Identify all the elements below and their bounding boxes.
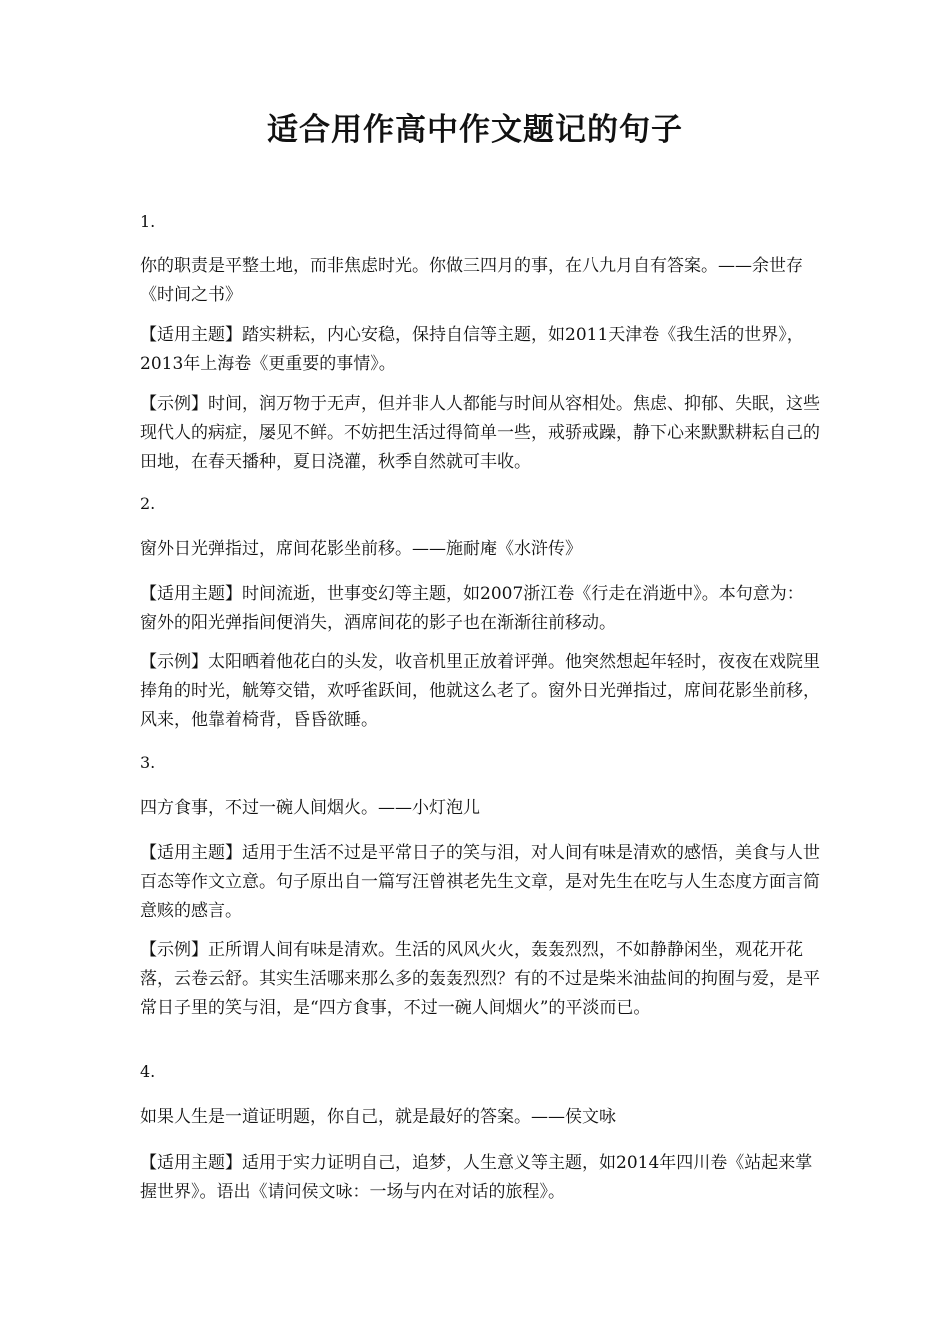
section-1-theme: 【适用主题】踏实耕耘，内心安稳，保持自信等主题，如2011天津卷《我生活的世界》，2013年上海卷《更重要的事情》。 (140, 325, 804, 374)
section-2-example: 【示例】太阳晒着他花白的头发，收音机里正放着评弹。他突然想起年轻时，夜夜在戏院里捧角的时光，觥筹交错，欢呼雀跃间，他就这么老了。窗外日光弹指过，席间花影坐前移，风来，他靠着椅背，昏昏欲睡。 (140, 652, 820, 730)
section-1-example: 【示例】时间，润万物于无声，但并非人人都能与时间从容相处。焦虑、抑郁、失眠，这些现代人的病症，屡见不鲜。不妨把生活过得简单一些，戒骄戒躁，静下心来默默耕耘自己的田地，在春天播种，夏日浇灌，秋季自然就可丰收。 (140, 394, 820, 472)
section-3-quote: 四方食事，不过一碗人间烟火。——小灯泡儿 (140, 798, 480, 818)
section-4-quote: 如果人生是一道证明题，你自己，就是最好的答案。——侯文咏 (140, 1107, 616, 1127)
document-title: 适合用作高中作文题记的句子 (267, 112, 683, 148)
section-3-number: 3. (140, 753, 156, 772)
section-4-number: 4. (140, 1062, 156, 1081)
section-2-number: 2. (140, 494, 156, 513)
section-1-number: 1. (140, 212, 156, 231)
section-1-quote: 你的职责是平整土地，而非焦虑时光。你做三四月的事，在八九月自有答案。——余世存《时间之书》 (140, 256, 803, 305)
section-3-theme: 【适用主题】适用于生活不过是平常日子的笑与泪，对人间有味是清欢的感悟，美食与人世百态等作文立意。句子原出自一篇写汪曾祺老先生文章，是对先生在吃与人生态度方面言简意赅的感言。 (140, 843, 820, 921)
section-2-theme: 【适用主题】时间流逝，世事变幻等主题，如2007浙江卷《行走在消逝中》。本句意为：窗外的阳光弹指间便消失，酒席间花的影子也在渐渐往前移动。 (140, 584, 804, 633)
section-4-theme: 【适用主题】适用于实力证明自己，追梦，人生意义等主题，如2014年四川卷《站起来掌握世界》。语出《请问侯文咏：一场与内在对话的旅程》。 (140, 1153, 813, 1202)
section-3-example: 【示例】正所谓人间有味是清欢。生活的风风火火，轰轰烈烈，不如静静闲坐，观花开花落，云卷云舒。其实生活哪来那么多的轰轰烈烈？有的不过是柴米油盐间的拘囿与爱，是平常日子里的笑与泪，是“四方食事，不过一碗人间烟火”的平淡而已。 (140, 940, 820, 1018)
section-2-quote: 窗外日光弹指过，席间花影坐前移。——施耐庵《水浒传》 (140, 539, 582, 559)
